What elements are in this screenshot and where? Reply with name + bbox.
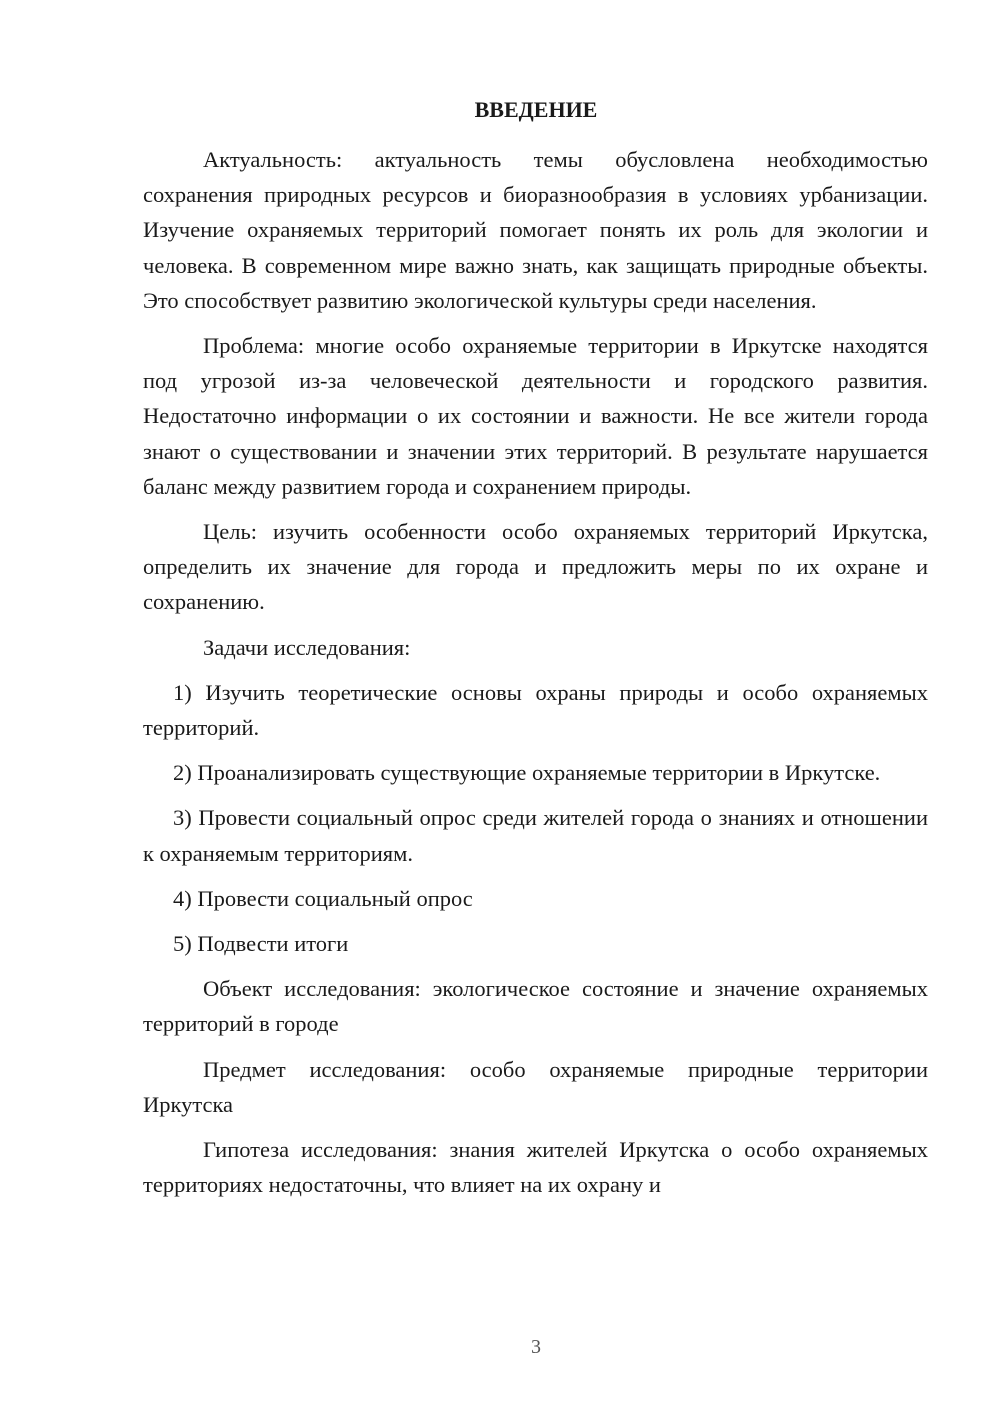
task-item-2: 2) Проанализировать существующие охраняемые территории в Иркутске.: [173, 760, 881, 786]
paragraph-goal: Цель: изучить особенности особо охраняемых территорий Иркутска, определить их значение для города и предложить меры по их охране и сохранению.: [143, 519, 928, 615]
document-body: [143, 142, 928, 1212]
paragraph-object: Объект исследования: экологическое состояние и значение охраняемых территорий в городе: [143, 976, 928, 1037]
task-item-5: 5) Подвести итоги: [173, 931, 349, 957]
paragraph-relevance: Актуальность: актуальность темы обусловлена необходимостью сохранения природных ресурсов и биоразнообразия в условиях урбанизации. Изучение охраняемых территорий помогает понять их роль для экологии и человека. В современном мире важно знать, как защищать природные объекты. Это способствует развитию экологической культуры среди населения.: [143, 147, 928, 313]
task-item-3: 3) Провести социальный опрос среди жителей города о знаниях и отношении к охраняемым территориям.: [143, 805, 928, 866]
tasks-heading: Задачи исследования:: [203, 634, 411, 660]
paragraph-subject: Предмет исследования: особо охраняемые природные территории Иркутска: [143, 1056, 928, 1117]
task-item-1: 1) Изучить теоретические основы охраны природы и особо охраняемых территорий.: [143, 679, 928, 741]
task-item-4: 4) Провести социальный опрос: [173, 885, 473, 911]
paragraph-hypothesis: Гипотеза исследования: знания жителей Иркутска о особо охраняемых территориях недостаточны, что влияет на их охрану и: [143, 1137, 928, 1198]
page-number: 3: [531, 1336, 541, 1358]
paragraph-problem: Проблема: многие особо охраняемые территории в Иркутске находятся под угрозой из-за человеческой деятельности и городского развития. Недостаточно информации о их состоянии и важности. Не все жители города знают о существовании и значении этих территорий. В результате нарушается баланс между развитием города и сохранением природы.: [143, 333, 928, 499]
section-title: ВВЕДЕНИЕ: [474, 97, 598, 122]
